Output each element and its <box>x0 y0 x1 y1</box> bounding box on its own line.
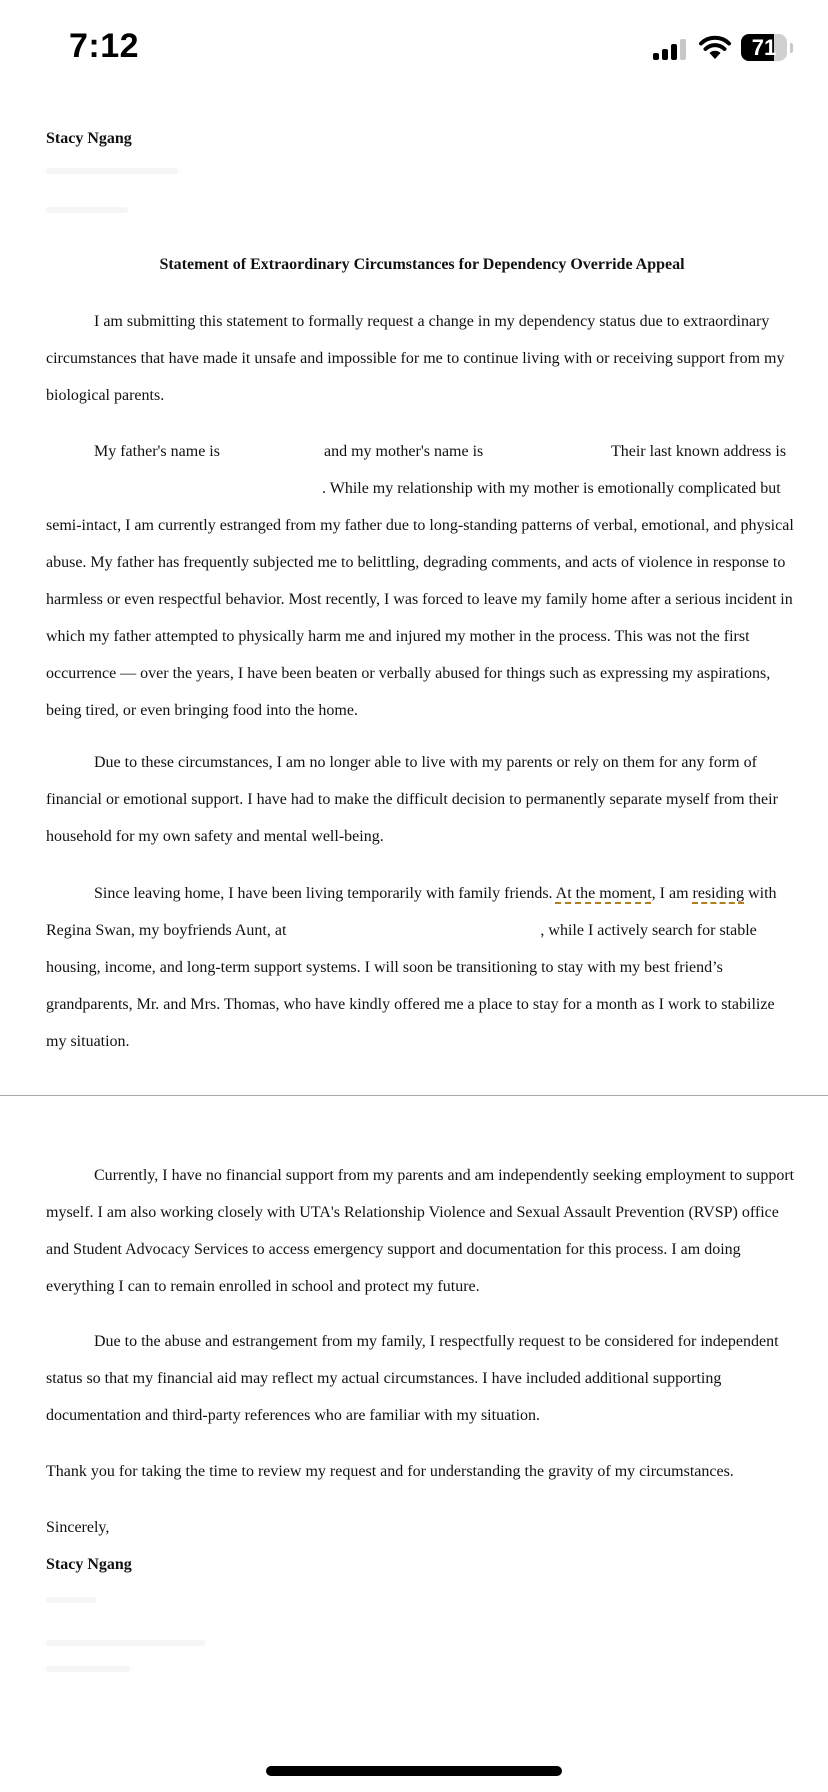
paragraph-text: and my mother's name is <box>319 443 488 460</box>
paragraph-financial-support: Currently, I have no financial support from my parents and am independently seeking employment to support myself. I am also working closely with UTA's Relationship Violence and Sexual Assault Prevention (RVSP) office and Student Advocacy Services to access emergency support and documentation for this process. I am doing everything I can to remain enrolled in school and protect my future. <box>46 1167 795 1295</box>
paragraph-text: My father's name is <box>94 443 224 460</box>
battery-percentage: 71 <box>751 35 777 60</box>
signal-bar <box>680 39 686 60</box>
paragraph-living-situation <box>46 875 798 1060</box>
paragraph-thank-you: Thank you for taking the time to review my request and for understanding the gravity of my circumstances. <box>46 1463 734 1480</box>
paragraph-text: Since leaving home, I have been living temporarily with family friends. <box>94 885 556 902</box>
paragraph-text: Their last known address is <box>607 443 787 460</box>
redacted-contact-line <box>46 1640 206 1646</box>
redacted-contact-line <box>46 1597 96 1603</box>
redacted-parents-address <box>46 482 322 496</box>
closing-salutation: Sincerely, <box>46 1519 110 1536</box>
redacted-father-name <box>224 445 320 459</box>
status-time: 7:12 <box>69 27 140 65</box>
grammar-suggestion-at-the-moment[interactable]: At the moment <box>555 885 652 902</box>
redacted-contact-line <box>46 168 178 174</box>
battery-icon <box>741 34 787 61</box>
signal-bar <box>671 44 677 60</box>
status-bar <box>0 0 828 100</box>
redacted-mother-name <box>487 445 607 459</box>
redacted-current-address <box>290 924 540 938</box>
signal-bar <box>653 53 659 60</box>
paragraph-text: . While my relationship with my mother is emotionally complicated but semi-intact, I am currently estranged from my father due to long-standing patterns of verbal, emotional, and physical abuse. My father has frequently subjected me to belittling, degrading comments, and acts of violence in response to harmless or even respectful behavior. Most recently, I was forced to leave my family home after a serious incident in which my father attempted to physically harm me and injured my mother in the process. This was not the first occurrence — over the years, I have been beaten or verbally abused for things such as expressing my aspirations, being tired, or even bringing food into the home. <box>46 480 794 719</box>
grammar-suggestion-residing[interactable]: residing <box>692 885 745 902</box>
page-break-divider <box>0 1095 828 1096</box>
cellular-signal-icon <box>653 38 685 60</box>
paragraph-request: I am submitting this statement to formally request a change in my dependency status due to extraordinary circumstances that have made it unsafe and impossible for me to continue living with or receiving support from my biological parents. <box>46 313 785 404</box>
paragraph-independent-status: Due to the abuse and estrangement from my family, I respectfully request to be considered for independent status so that my financial aid may reflect my actual circumstances. I have included additional supporting documentation and third-party references who are familiar with my situation. <box>46 1333 779 1424</box>
paragraph-parents <box>46 433 798 729</box>
paragraph-text: , I am <box>651 885 693 902</box>
author-name-signature: Stacy Ngang <box>46 1556 132 1573</box>
home-indicator[interactable] <box>266 1766 562 1776</box>
paragraph-text: with Regina Swan, my boyfriends Aunt, at <box>46 885 777 939</box>
redacted-contact-line <box>46 207 128 213</box>
document-title: Statement of Extraordinary Circumstances for Dependency Override Appeal <box>159 256 685 273</box>
signal-bar <box>662 49 668 60</box>
author-name-header: Stacy Ngang <box>46 130 132 147</box>
paragraph-text: , while I actively search for stable housing, income, and long-term support systems. I will soon be transitioning to stay with my best friend’s grandparents, Mr. and Mrs. Thomas, who have kindly offered me a place to stay for a month as I work to stabilize my situation. <box>46 922 775 1050</box>
redacted-contact-line <box>46 1666 130 1672</box>
battery-cap <box>790 43 793 53</box>
wifi-icon <box>698 34 732 60</box>
paragraph-circumstances: Due to these circumstances, I am no longer able to live with my parents or rely on them for any form of financial or emotional support. I have had to make the difficult decision to permanently separate myself from their household for my own safety and mental well-being. <box>46 754 778 845</box>
